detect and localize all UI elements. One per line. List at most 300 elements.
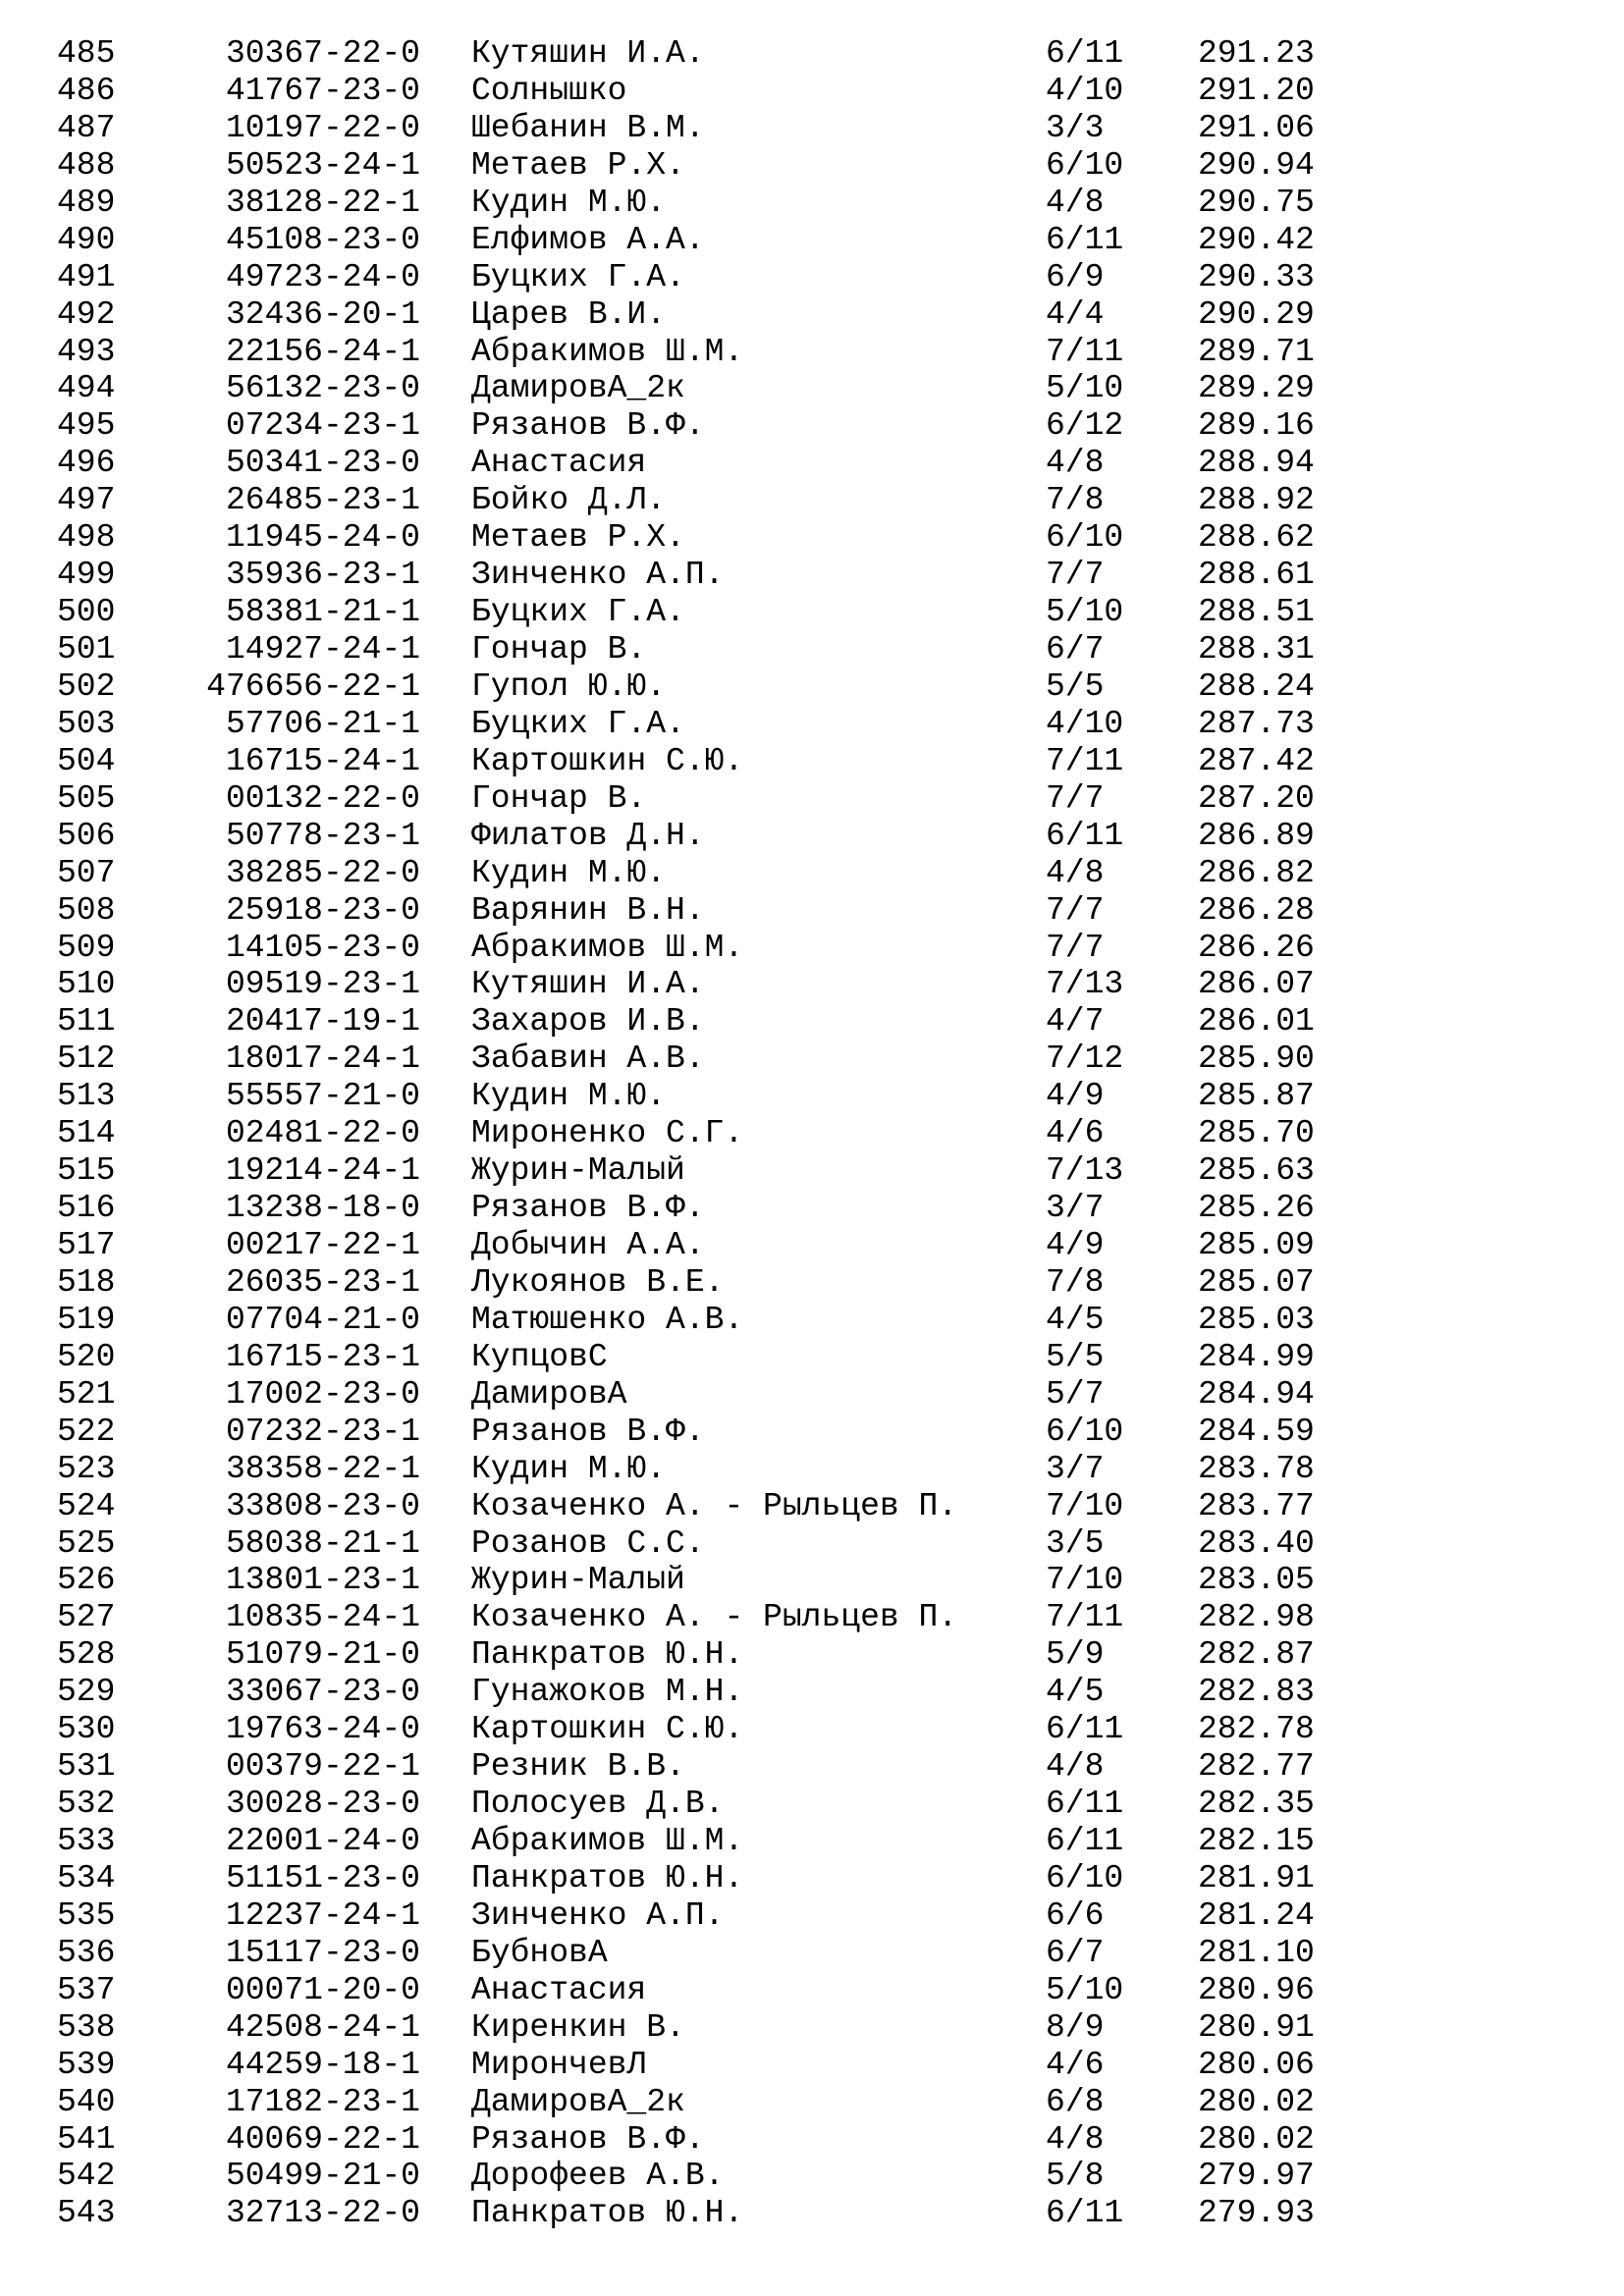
result-cell: 7/12 xyxy=(1046,1041,1124,1078)
player-name-cell: Кутяшин И.А. xyxy=(471,966,705,1003)
player-name-cell: Буцких Г.А. xyxy=(471,594,685,631)
table-row xyxy=(0,1599,1624,1636)
player-name-cell: Рязанов В.Ф. xyxy=(471,407,705,445)
rank-cell: 503 xyxy=(57,705,116,742)
rank-cell: 535 xyxy=(57,1896,116,1934)
result-cell: 5/10 xyxy=(1046,594,1124,631)
result-cell: 7/7 xyxy=(1046,557,1105,594)
player-name-cell: Картошкин С.Ю. xyxy=(471,1711,744,1748)
rating-cell: 285.09 xyxy=(1198,1227,1315,1263)
player-name-cell: Царев В.И. xyxy=(471,295,667,333)
rating-cell: 282.77 xyxy=(1198,1748,1315,1786)
player-id-cell: 16715-24-1 xyxy=(225,742,420,779)
player-id-cell: 17002-23-0 xyxy=(225,1375,420,1413)
result-cell: 6/11 xyxy=(1046,35,1124,72)
result-cell: 6/8 xyxy=(1046,2083,1105,2120)
player-id-cell: 22001-24-0 xyxy=(225,1823,420,1859)
player-name-cell: Киренкин В. xyxy=(471,2008,685,2046)
player-name-cell: КупцовС xyxy=(471,1338,608,1375)
rating-cell: 290.94 xyxy=(1198,146,1315,184)
table-row xyxy=(0,1897,1624,1935)
rating-cell: 281.24 xyxy=(1198,1896,1315,1934)
rank-cell: 517 xyxy=(57,1227,116,1263)
result-cell: 6/10 xyxy=(1046,1413,1124,1450)
table-row xyxy=(0,892,1624,930)
player-id-cell: 58381-21-1 xyxy=(225,594,420,631)
result-cell: 6/11 xyxy=(1046,1786,1124,1823)
result-cell: 5/5 xyxy=(1046,1338,1105,1375)
table-row xyxy=(0,1078,1624,1115)
player-id-cell: 25918-23-0 xyxy=(225,891,420,929)
rank-cell: 514 xyxy=(57,1115,116,1152)
table-row xyxy=(0,706,1624,743)
table-row xyxy=(0,668,1624,706)
rating-cell: 284.94 xyxy=(1198,1375,1315,1413)
table-row xyxy=(0,185,1624,222)
player-name-cell: ДамировА_2к xyxy=(471,2083,685,2120)
rating-cell: 281.10 xyxy=(1198,1934,1315,1971)
rating-cell: 286.07 xyxy=(1198,966,1315,1003)
rating-cell: 284.59 xyxy=(1198,1413,1315,1450)
rank-cell: 540 xyxy=(57,2083,116,2120)
result-cell: 7/10 xyxy=(1046,1562,1124,1599)
rank-cell: 520 xyxy=(57,1338,116,1375)
player-id-cell: 14927-24-1 xyxy=(225,631,420,667)
rating-cell: 286.28 xyxy=(1198,891,1315,929)
rating-cell: 288.92 xyxy=(1198,482,1315,519)
table-row xyxy=(0,1935,1624,1972)
player-name-cell: Мироненко С.Г. xyxy=(471,1115,744,1152)
rating-cell: 281.91 xyxy=(1198,1859,1315,1896)
player-id-cell: 10197-22-0 xyxy=(225,109,420,146)
rating-cell: 285.07 xyxy=(1198,1263,1315,1301)
player-id-cell: 51079-21-0 xyxy=(225,1636,420,1674)
player-name-cell: Метаев Р.Х. xyxy=(471,146,685,184)
player-name-cell: Журин-Малый xyxy=(471,1152,685,1190)
rating-cell: 280.91 xyxy=(1198,2008,1315,2046)
player-name-cell: ДамировА_2к xyxy=(471,370,685,407)
rank-cell: 538 xyxy=(57,2008,116,2046)
table-row xyxy=(0,1302,1624,1339)
table-row xyxy=(0,1674,1624,1711)
table-row xyxy=(0,1264,1624,1302)
rating-cell: 282.78 xyxy=(1198,1711,1315,1748)
player-name-cell: Гупол Ю.Ю. xyxy=(471,667,667,705)
result-cell: 5/5 xyxy=(1046,667,1105,705)
table-row xyxy=(0,930,1624,967)
table-row xyxy=(0,2195,1624,2232)
player-name-cell: Анастасия xyxy=(471,445,647,482)
player-name-cell: Солнышко xyxy=(471,72,627,109)
player-name-cell: Гончар В. xyxy=(471,631,647,667)
player-name-cell: Рязанов В.Ф. xyxy=(471,2120,705,2158)
table-row xyxy=(0,2009,1624,2047)
table-row xyxy=(0,2047,1624,2084)
result-cell: 6/11 xyxy=(1046,1711,1124,1748)
player-id-cell: 38358-22-1 xyxy=(225,1450,420,1487)
table-row xyxy=(0,1711,1624,1748)
player-id-cell: 58038-21-1 xyxy=(225,1524,420,1562)
rating-cell: 287.20 xyxy=(1198,779,1315,817)
table-row xyxy=(0,557,1624,594)
rating-cell: 282.83 xyxy=(1198,1674,1315,1711)
result-cell: 4/8 xyxy=(1046,184,1105,221)
result-cell: 6/10 xyxy=(1046,519,1124,557)
rank-cell: 519 xyxy=(57,1301,116,1338)
rating-cell: 290.33 xyxy=(1198,258,1315,295)
rank-cell: 510 xyxy=(57,966,116,1003)
result-cell: 4/9 xyxy=(1046,1227,1105,1263)
rank-cell: 541 xyxy=(57,2120,116,2158)
player-id-cell: 18017-24-1 xyxy=(225,1041,420,1078)
rating-cell: 288.31 xyxy=(1198,631,1315,667)
rank-cell: 505 xyxy=(57,779,116,817)
table-row xyxy=(0,594,1624,631)
player-name-cell: Кудин М.Ю. xyxy=(471,1078,667,1115)
table-row xyxy=(0,1227,1624,1264)
player-name-cell: Панкратов Ю.Н. xyxy=(471,1859,744,1896)
rank-cell: 543 xyxy=(57,2195,116,2232)
table-row xyxy=(0,1972,1624,2009)
rating-cell: 290.75 xyxy=(1198,184,1315,221)
rating-cell: 283.78 xyxy=(1198,1450,1315,1487)
table-row xyxy=(0,334,1624,371)
rank-cell: 515 xyxy=(57,1152,116,1190)
player-id-cell: 02481-22-0 xyxy=(225,1115,420,1152)
result-cell: 4/10 xyxy=(1046,72,1124,109)
table-row xyxy=(0,35,1624,73)
result-cell: 6/7 xyxy=(1046,1934,1105,1971)
player-name-cell: Козаченко А. - Рыльцев П. xyxy=(471,1487,958,1524)
result-cell: 5/8 xyxy=(1046,2158,1105,2195)
player-name-cell: Рязанов В.Ф. xyxy=(471,1190,705,1227)
player-id-cell: 07232-23-1 xyxy=(225,1413,420,1450)
player-name-cell: Кудин М.Ю. xyxy=(471,1450,667,1487)
result-cell: 6/11 xyxy=(1046,817,1124,854)
player-id-cell: 00071-20-0 xyxy=(225,1971,420,2008)
table-row xyxy=(0,1190,1624,1227)
rank-cell: 487 xyxy=(57,109,116,146)
rating-cell: 288.51 xyxy=(1198,594,1315,631)
table-row xyxy=(0,631,1624,668)
player-name-cell: Буцких Г.А. xyxy=(471,258,685,295)
table-row xyxy=(0,482,1624,519)
player-id-cell: 14105-23-0 xyxy=(225,929,420,966)
table-row xyxy=(0,1339,1624,1376)
rank-cell: 489 xyxy=(57,184,116,221)
player-name-cell: Варянин В.Н. xyxy=(471,891,705,929)
result-cell: 8/9 xyxy=(1046,2008,1105,2046)
rank-cell: 530 xyxy=(57,1711,116,1748)
rank-cell: 496 xyxy=(57,445,116,482)
rank-cell: 509 xyxy=(57,929,116,966)
rating-cell: 285.70 xyxy=(1198,1115,1315,1152)
rank-cell: 488 xyxy=(57,146,116,184)
result-cell: 7/7 xyxy=(1046,891,1105,929)
result-cell: 4/5 xyxy=(1046,1674,1105,1711)
player-id-cell: 45108-23-0 xyxy=(225,221,420,258)
rating-cell: 285.87 xyxy=(1198,1078,1315,1115)
result-cell: 7/7 xyxy=(1046,929,1105,966)
player-id-cell: 07234-23-1 xyxy=(225,407,420,445)
table-row xyxy=(0,780,1624,818)
player-id-cell: 40069-22-1 xyxy=(225,2120,420,2158)
player-name-cell: Кутяшин И.А. xyxy=(471,35,705,72)
player-name-cell: Картошкин С.Ю. xyxy=(471,742,744,779)
result-cell: 6/9 xyxy=(1046,258,1105,295)
player-id-cell: 44259-18-1 xyxy=(225,2046,420,2083)
player-id-cell: 38128-22-1 xyxy=(225,184,420,221)
table-row xyxy=(0,110,1624,147)
rating-cell: 282.35 xyxy=(1198,1786,1315,1823)
player-id-cell: 33067-23-0 xyxy=(225,1674,420,1711)
table-row xyxy=(0,1488,1624,1525)
player-name-cell: Панкратов Ю.Н. xyxy=(471,1636,744,1674)
rank-cell: 525 xyxy=(57,1524,116,1562)
table-row xyxy=(0,259,1624,296)
result-cell: 7/10 xyxy=(1046,1487,1124,1524)
result-cell: 4/10 xyxy=(1046,705,1124,742)
rating-cell: 288.94 xyxy=(1198,445,1315,482)
result-cell: 7/8 xyxy=(1046,482,1105,519)
player-id-cell: 50341-23-0 xyxy=(225,445,420,482)
player-id-cell: 15117-23-0 xyxy=(225,1934,420,1971)
rank-cell: 504 xyxy=(57,742,116,779)
table-row xyxy=(0,1562,1624,1599)
table-row xyxy=(0,1823,1624,1860)
rank-cell: 536 xyxy=(57,1934,116,1971)
player-id-cell: 55557-21-0 xyxy=(225,1078,420,1115)
player-id-cell: 11945-24-0 xyxy=(225,519,420,557)
table-row xyxy=(0,1786,1624,1823)
player-id-cell: 33808-23-0 xyxy=(225,1487,420,1524)
rank-cell: 532 xyxy=(57,1786,116,1823)
player-id-cell: 26035-23-1 xyxy=(225,1263,420,1301)
player-name-cell: Добычин А.А. xyxy=(471,1227,705,1263)
rank-cell: 494 xyxy=(57,370,116,407)
table-row xyxy=(0,296,1624,334)
player-id-cell: 22156-24-1 xyxy=(225,333,420,370)
rating-cell: 280.02 xyxy=(1198,2083,1315,2120)
player-id-cell: 09519-23-1 xyxy=(225,966,420,1003)
rating-cell: 282.15 xyxy=(1198,1823,1315,1859)
result-cell: 6/12 xyxy=(1046,407,1124,445)
player-name-cell: Анастасия xyxy=(471,1971,647,2008)
rank-cell: 506 xyxy=(57,817,116,854)
rating-cell: 283.05 xyxy=(1198,1562,1315,1599)
rank-cell: 486 xyxy=(57,72,116,109)
player-id-cell: 00379-22-1 xyxy=(225,1748,420,1786)
result-cell: 4/4 xyxy=(1046,295,1105,333)
rating-cell: 289.71 xyxy=(1198,333,1315,370)
player-id-cell: 51151-23-0 xyxy=(225,1859,420,1896)
table-row xyxy=(0,445,1624,482)
table-row xyxy=(0,519,1624,557)
player-name-cell: Бойко Д.Л. xyxy=(471,482,667,519)
player-name-cell: Журин-Малый xyxy=(471,1562,685,1599)
player-name-cell: Гончар В. xyxy=(471,779,647,817)
table-row xyxy=(0,1748,1624,1786)
rank-cell: 537 xyxy=(57,1971,116,2008)
player-name-cell: Гунажоков М.Н. xyxy=(471,1674,744,1711)
player-id-cell: 57706-21-1 xyxy=(225,705,420,742)
rank-cell: 531 xyxy=(57,1748,116,1786)
table-row xyxy=(0,2121,1624,2159)
result-cell: 7/11 xyxy=(1046,742,1124,779)
rating-cell: 286.26 xyxy=(1198,929,1315,966)
rank-cell: 492 xyxy=(57,295,116,333)
rating-cell: 289.29 xyxy=(1198,370,1315,407)
rating-cell: 291.20 xyxy=(1198,72,1315,109)
rating-cell: 288.61 xyxy=(1198,557,1315,594)
player-id-cell: 41767-23-0 xyxy=(225,72,420,109)
result-cell: 5/7 xyxy=(1046,1375,1105,1413)
table-row xyxy=(0,1414,1624,1451)
rating-cell: 286.89 xyxy=(1198,817,1315,854)
rank-cell: 491 xyxy=(57,258,116,295)
table-row xyxy=(0,966,1624,1003)
rating-cell: 279.93 xyxy=(1198,2195,1315,2232)
rating-cell: 287.73 xyxy=(1198,705,1315,742)
result-cell: 5/10 xyxy=(1046,370,1124,407)
rank-cell: 513 xyxy=(57,1078,116,1115)
result-cell: 4/8 xyxy=(1046,1748,1105,1786)
result-cell: 4/8 xyxy=(1046,445,1105,482)
rating-cell: 288.62 xyxy=(1198,519,1315,557)
player-id-cell: 50778-23-1 xyxy=(225,817,420,854)
rank-cell: 501 xyxy=(57,631,116,667)
rank-cell: 528 xyxy=(57,1636,116,1674)
player-name-cell: Матюшенко А.В. xyxy=(471,1301,744,1338)
result-cell: 4/7 xyxy=(1046,1003,1105,1041)
player-id-cell: 38285-22-0 xyxy=(225,854,420,891)
rank-cell: 490 xyxy=(57,221,116,258)
rating-cell: 285.03 xyxy=(1198,1301,1315,1338)
player-name-cell: Кудин М.Ю. xyxy=(471,184,667,221)
rank-cell: 497 xyxy=(57,482,116,519)
rank-cell: 527 xyxy=(57,1599,116,1636)
player-name-cell: Абракимов Ш.М. xyxy=(471,929,744,966)
rank-cell: 516 xyxy=(57,1190,116,1227)
table-row xyxy=(0,370,1624,407)
rating-cell: 290.29 xyxy=(1198,295,1315,333)
rank-cell: 542 xyxy=(57,2158,116,2195)
rating-cell: 286.82 xyxy=(1198,854,1315,891)
table-row xyxy=(0,1376,1624,1414)
rating-cell: 282.87 xyxy=(1198,1636,1315,1674)
player-id-cell: 12237-24-1 xyxy=(225,1896,420,1934)
table-row xyxy=(0,1860,1624,1897)
player-name-cell: Шебанин В.М. xyxy=(471,109,705,146)
player-id-cell: 20417-19-1 xyxy=(225,1003,420,1041)
table-row xyxy=(0,743,1624,780)
rank-cell: 493 xyxy=(57,333,116,370)
result-cell: 7/13 xyxy=(1046,1152,1124,1190)
table-row xyxy=(0,1152,1624,1190)
rank-cell: 499 xyxy=(57,557,116,594)
result-cell: 6/10 xyxy=(1046,146,1124,184)
player-id-cell: 30028-23-0 xyxy=(225,1786,420,1823)
table-row xyxy=(0,818,1624,855)
rank-cell: 521 xyxy=(57,1375,116,1413)
player-id-cell: 07704-21-0 xyxy=(225,1301,420,1338)
rating-cell: 283.40 xyxy=(1198,1524,1315,1562)
rank-cell: 512 xyxy=(57,1041,116,1078)
player-name-cell: Розанов С.С. xyxy=(471,1524,705,1562)
rating-cell: 285.90 xyxy=(1198,1041,1315,1078)
player-name-cell: Метаев Р.Х. xyxy=(471,519,685,557)
rank-cell: 495 xyxy=(57,407,116,445)
table-row xyxy=(0,2084,1624,2121)
player-name-cell: Захаров И.В. xyxy=(471,1003,705,1041)
player-name-cell: Кудин М.Ю. xyxy=(471,854,667,891)
table-row xyxy=(0,1525,1624,1563)
rank-cell: 522 xyxy=(57,1413,116,1450)
result-cell: 3/7 xyxy=(1046,1190,1105,1227)
table-row xyxy=(0,1115,1624,1152)
table-row xyxy=(0,1003,1624,1041)
result-cell: 5/9 xyxy=(1046,1636,1105,1674)
player-name-cell: Рязанов В.Ф. xyxy=(471,1413,705,1450)
rating-cell: 280.02 xyxy=(1198,2120,1315,2158)
player-id-cell: 32713-22-0 xyxy=(225,2195,420,2232)
rank-cell: 523 xyxy=(57,1450,116,1487)
result-cell: 7/8 xyxy=(1046,1263,1105,1301)
rating-cell: 279.97 xyxy=(1198,2158,1315,2195)
table-row xyxy=(0,73,1624,110)
rank-cell: 533 xyxy=(57,1823,116,1859)
rating-cell: 287.42 xyxy=(1198,742,1315,779)
table-row xyxy=(0,1451,1624,1488)
rank-cell: 539 xyxy=(57,2046,116,2083)
result-cell: 4/6 xyxy=(1046,2046,1105,2083)
player-id-cell: 56132-23-0 xyxy=(225,370,420,407)
table-row xyxy=(0,147,1624,185)
table-row xyxy=(0,1041,1624,1078)
result-cell: 3/3 xyxy=(1046,109,1105,146)
player-id-cell: 49723-24-0 xyxy=(225,258,420,295)
rating-cell: 285.26 xyxy=(1198,1190,1315,1227)
player-name-cell: Резник В.В. xyxy=(471,1748,685,1786)
table-row xyxy=(0,222,1624,259)
result-cell: 6/6 xyxy=(1046,1896,1105,1934)
player-id-cell: 00217-22-1 xyxy=(225,1227,420,1263)
player-id-cell: 00132-22-0 xyxy=(225,779,420,817)
player-name-cell: Абракимов Ш.М. xyxy=(471,333,744,370)
rank-cell: 534 xyxy=(57,1859,116,1896)
player-id-cell: 16715-23-1 xyxy=(225,1338,420,1375)
rating-cell: 285.63 xyxy=(1198,1152,1315,1190)
player-id-cell: 32436-20-1 xyxy=(225,295,420,333)
player-name-cell: Лукоянов В.Е. xyxy=(471,1263,725,1301)
player-id-cell: 10835-24-1 xyxy=(225,1599,420,1636)
result-cell: 3/7 xyxy=(1046,1450,1105,1487)
player-name-cell: Зинченко А.П. xyxy=(471,1896,725,1934)
rating-cell: 282.98 xyxy=(1198,1599,1315,1636)
rank-cell: 524 xyxy=(57,1487,116,1524)
result-cell: 6/11 xyxy=(1046,221,1124,258)
rating-cell: 280.06 xyxy=(1198,2046,1315,2083)
player-name-cell: Абракимов Ш.М. xyxy=(471,1823,744,1859)
rating-cell: 290.42 xyxy=(1198,221,1315,258)
rank-cell: 511 xyxy=(57,1003,116,1041)
player-name-cell: Зинченко А.П. xyxy=(471,557,725,594)
result-cell: 7/7 xyxy=(1046,779,1105,817)
player-name-cell: Дорофеев А.В. xyxy=(471,2158,725,2195)
rating-cell: 286.01 xyxy=(1198,1003,1315,1041)
rank-cell: 508 xyxy=(57,891,116,929)
player-id-cell: 19214-24-1 xyxy=(225,1152,420,1190)
